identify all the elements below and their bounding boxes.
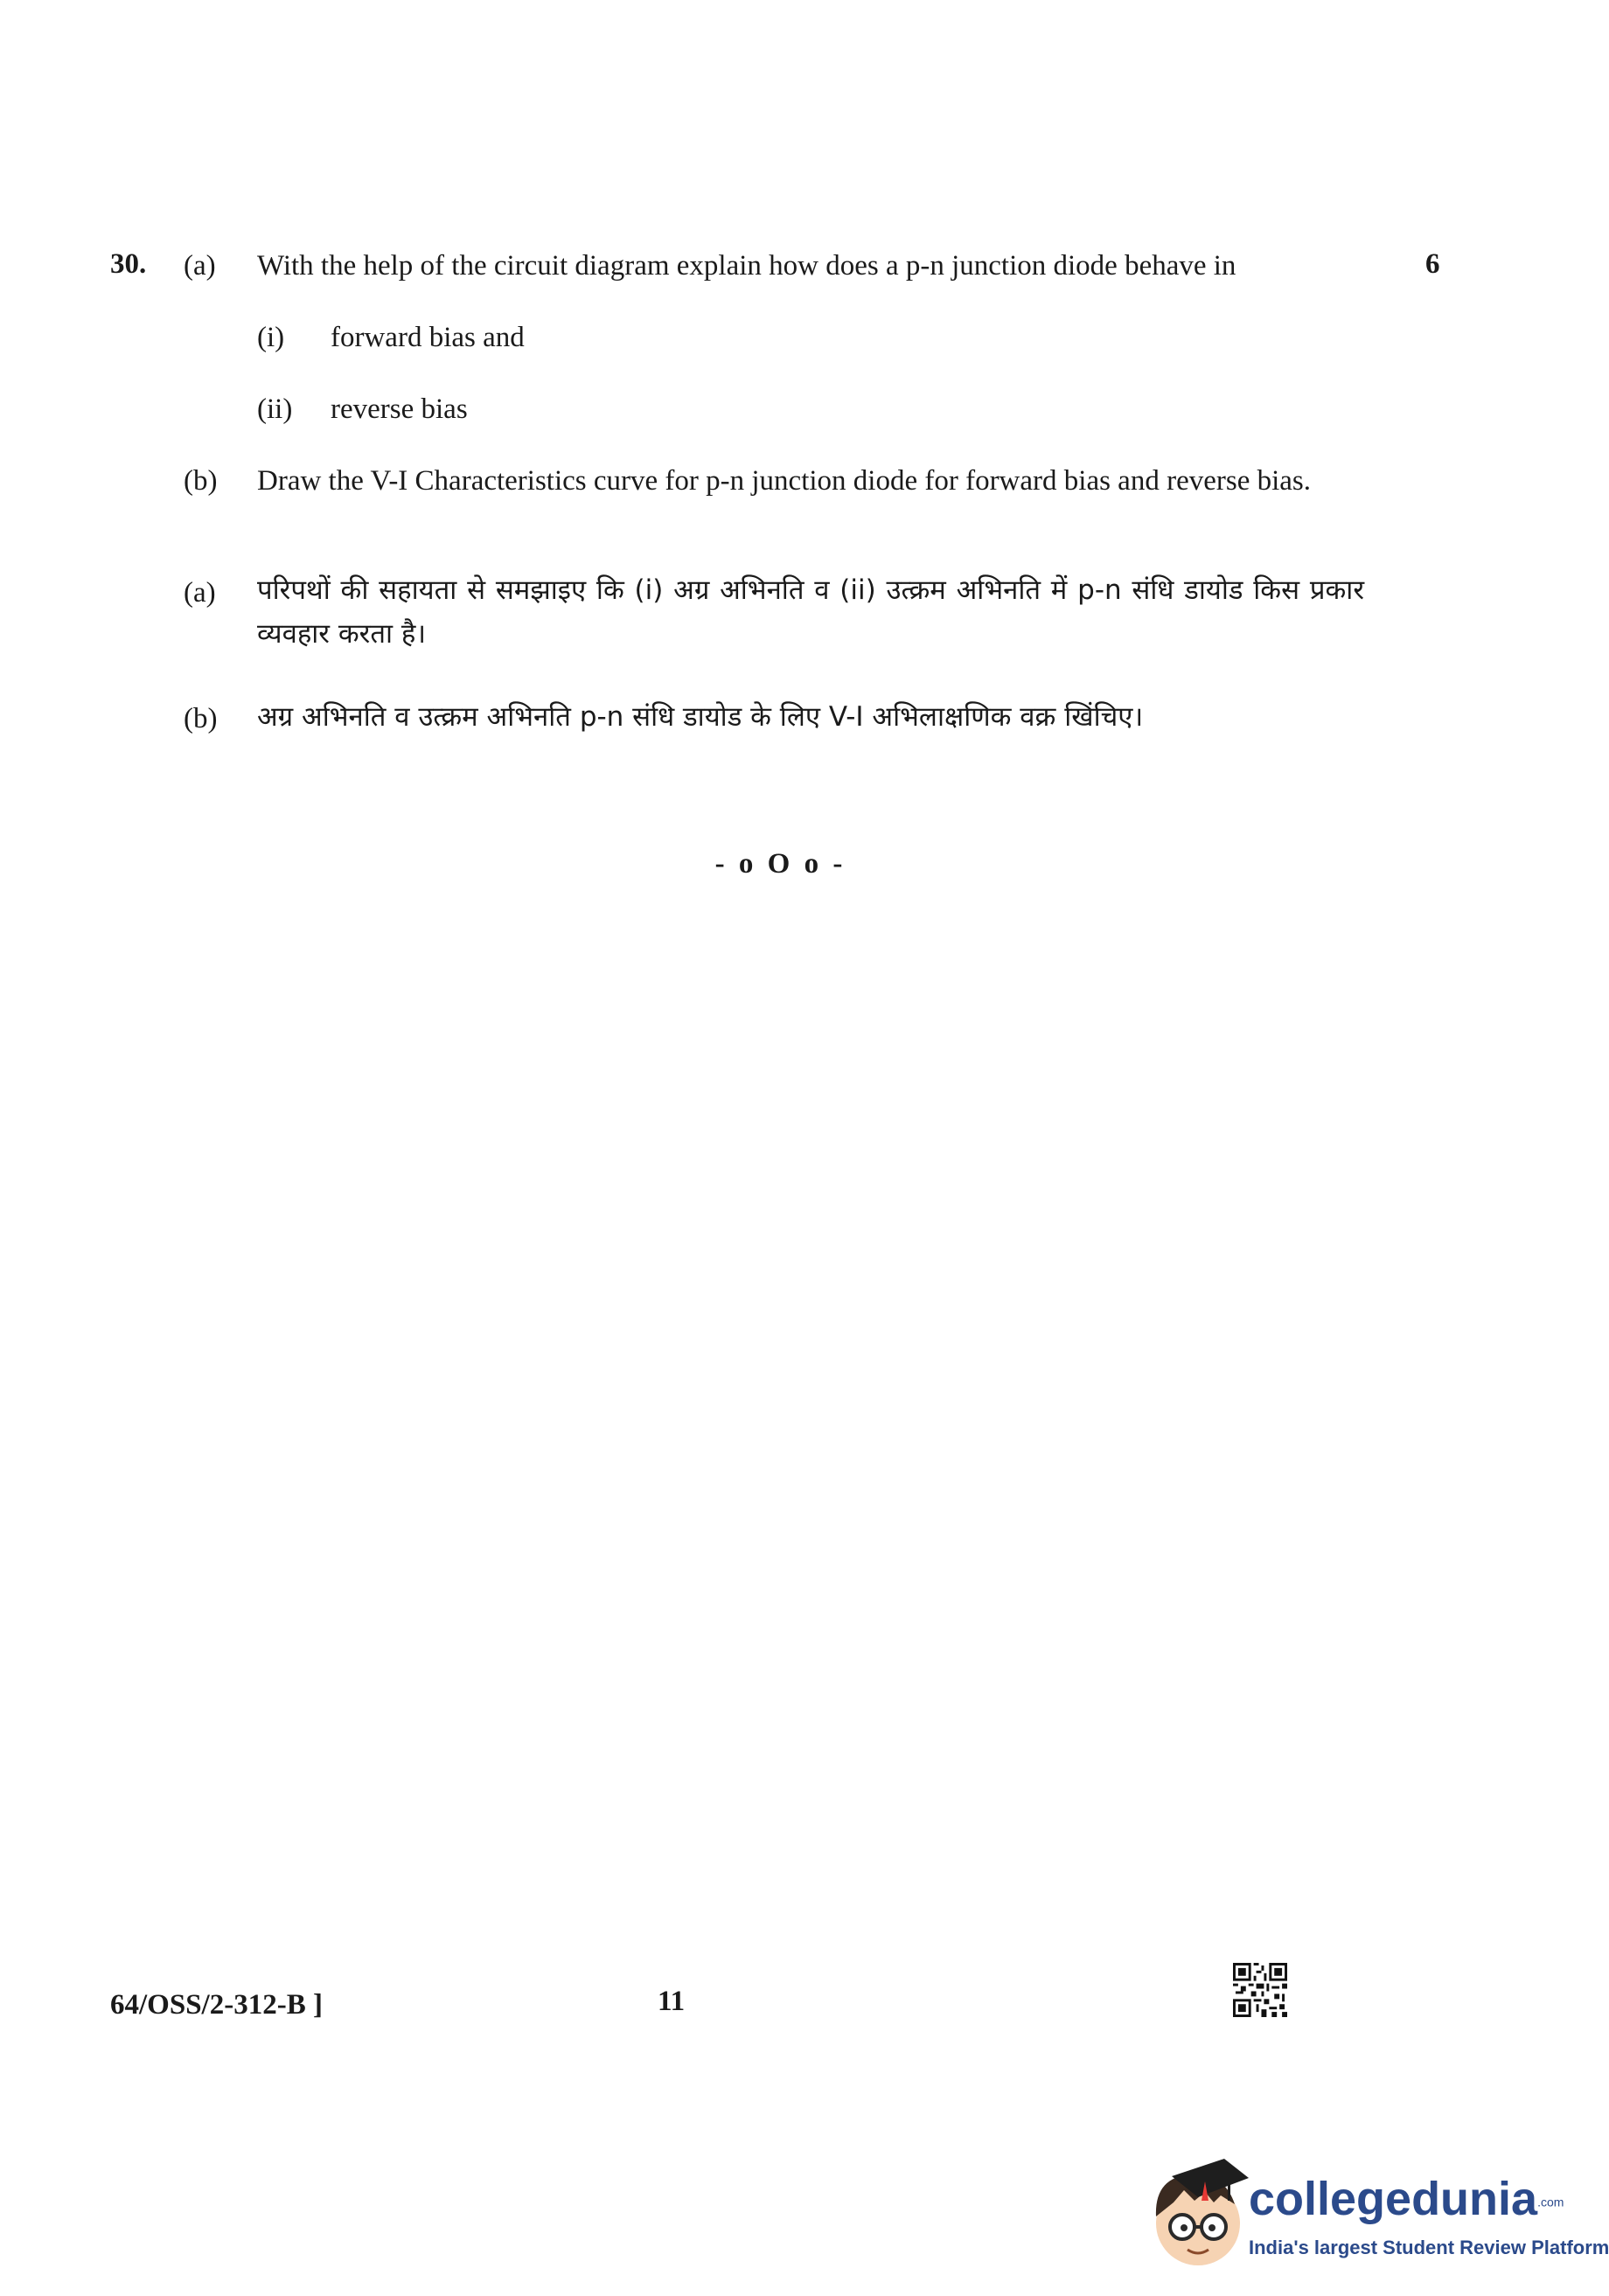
hindi-part-a-label: (a) <box>184 577 216 609</box>
part-b-text: Draw the V-I Characteristics curve for p-n junction diode for forward bias and reverse bias. <box>257 465 1311 497</box>
qr-code-icon <box>1233 1963 1287 2017</box>
brand-suffix: .com <box>1537 2195 1564 2209</box>
paper-code: 64/OSS/2-312-B ] <box>110 1989 323 2021</box>
subpart-ii-text: reverse bias <box>331 393 468 425</box>
hindi-part-b-text: अग्र अभिनति व उत्क्रम अभिनति p-n संधि डायोड के लिए V-I अभिलाक्षणिक वक्र खिंचिए। <box>257 701 1144 733</box>
hindi-part-a-text: परिपथों की सहायता से समझाइए कि (i) अग्र अभिनति व (ii) उत्क्रम अभिनति में p-n संधि डायोड किस प्रकार व्यवहार करता है। <box>257 574 1364 650</box>
part-a-label: (a) <box>184 250 216 282</box>
brand-name <box>1249 2172 1564 2226</box>
part-a-text: With the help of the circuit diagram explain how does a p-n junction diode behave in <box>257 250 1236 282</box>
subpart-i-text: forward bias and <box>331 322 525 353</box>
brand-name-text: collegedunia <box>1249 2173 1538 2225</box>
end-of-paper-mark: - o O o - <box>714 848 846 880</box>
hindi-part-b-label: (b) <box>184 703 218 734</box>
question-marks: 6 <box>1425 248 1440 280</box>
brand-tagline: India's largest Student Review Platform <box>1249 2237 1609 2258</box>
subpart-ii-label: (ii) <box>257 393 293 425</box>
part-b-label: (b) <box>184 465 218 497</box>
page-number: 11 <box>658 1986 686 2017</box>
question-number: 30. <box>110 248 147 280</box>
subpart-i-label: (i) <box>257 322 285 353</box>
